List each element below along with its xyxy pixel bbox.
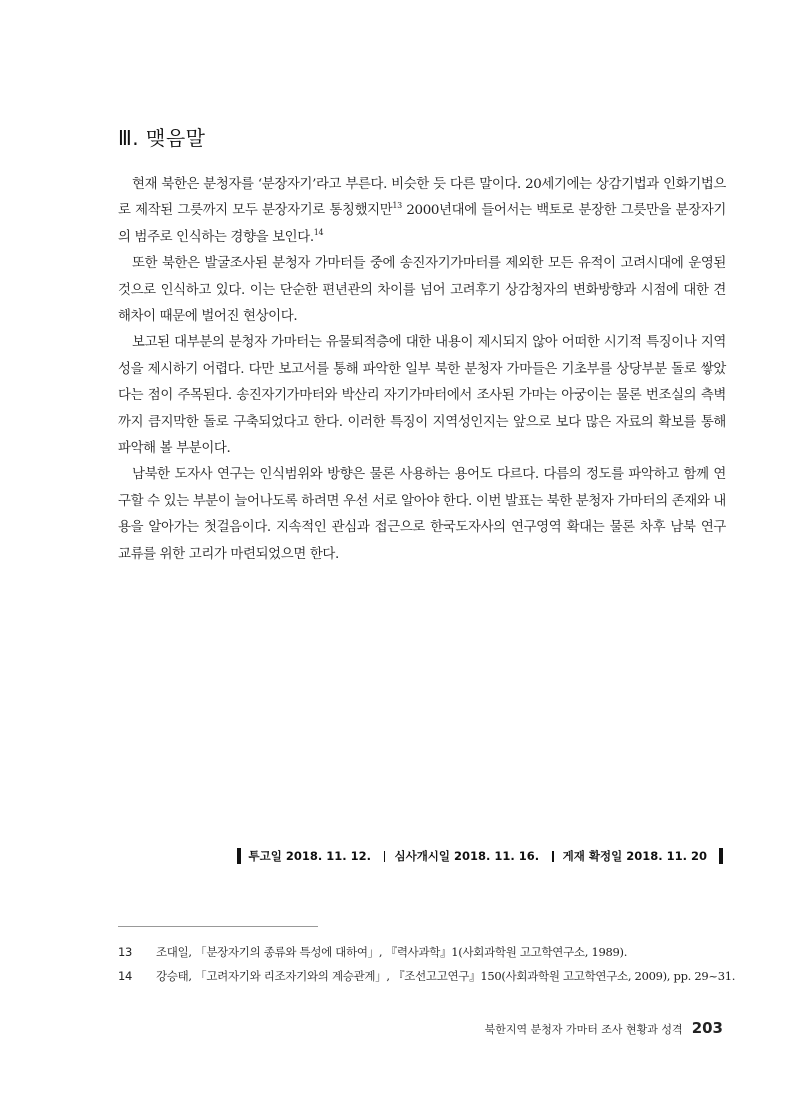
publication-dates [237, 848, 723, 864]
footnote-divider [118, 926, 318, 927]
paragraph-text: 2000년대에 들어서는 백토로 분장한 그릇만을 분장자기의 범주로 인식하는 경향을 보인다. [118, 203, 726, 245]
footnote-text: 강승태, 「고려자기와 리조자기와의 계승관계」, 『조선고고연구』150(사회과학원 고고학연구소, 2009), pp. 29~31. [156, 969, 736, 983]
paragraph [118, 462, 726, 568]
submitted-label: 투고일 [248, 849, 282, 863]
submitted-value: 2018. 11. 12. [285, 849, 371, 863]
footnote [118, 964, 758, 988]
running-footer [485, 1019, 723, 1037]
footnote-marker: 14 [313, 227, 324, 237]
paragraph [118, 330, 726, 462]
paragraph-text: 남북한 도자사 연구는 인식범위와 방향은 물론 사용하는 용어도 다르다. 다름의 정도를 파악하고 함께 연구할 수 있는 부분이 늘어나도록 하려면 우선 서로 알아야 한다. 이번 발표는 북한 분청자 가마터의 존재와 내용을 알아가는 첫걸음이다. 지속적인 관심과 접근으로 한국도자사의 연구영역 확대는 물론 차후 남북 연구 교류를 위한 고리가 마련되었으면 한다. [118, 467, 726, 562]
left-bar-mark [237, 848, 241, 864]
accepted-label: 게재 확정일 [562, 849, 623, 863]
footnote [118, 940, 758, 964]
footnote-text: 조대일, 「분장자기의 종류와 특성에 대하여」, 『력사과학』1(사회과학원 고고학연구소, 1989). [156, 945, 628, 959]
separator [384, 851, 386, 862]
footnotes [118, 940, 758, 988]
body-text [118, 172, 726, 568]
review-label: 심사개시일 [394, 849, 451, 863]
review-value: 2018. 11. 16. [454, 849, 540, 863]
accepted-date [563, 848, 711, 864]
review-date [394, 848, 543, 864]
paragraph [118, 251, 726, 330]
paragraph-text: 보고된 대부분의 분청자 가마터는 유물퇴적층에 대한 내용이 제시되지 않아 어떠한 시기적 특징이나 지역성을 제시하기 어렵다. 다만 보고서를 통해 파악한 일부 북한 분청자 가마들은 기초부를 상당부분 돌로 쌓았다는 점이 주목된다. 송진자기가마터와 박산리 자기가마터에서 조사된 가마는 아궁이는 물론 번조실의 측벽까지 큼지막한 돌로 구축되었다고 한다. 이러한 특징이 지역성인지는 앞으로 보다 많은 자료의 확보를 통해 파악해 볼 부분이다. [118, 335, 726, 457]
footnote-marker: 13 [392, 201, 402, 211]
section-heading: Ⅲ. 맺음말 [118, 126, 206, 150]
right-bar-mark [719, 848, 723, 864]
page-number: 203 [691, 1019, 723, 1037]
accepted-value: 2018. 11. 20 [626, 849, 707, 863]
paragraph [118, 172, 726, 251]
paragraph-text: 또한 북한은 발굴조사된 분청자 가마터들 중에 송진자기가마터를 제외한 모든 유적이 고려시대에 운영된 것으로 인식하고 있다. 이는 단순한 편년관의 차이를 넘어 고려후기 상감청자의 변화방향과 시점에 대한 견해차이 때문에 벌어진 현상이다. [118, 256, 726, 325]
running-title: 북한지역 분청자 가마터 조사 현황과 성격 [484, 1023, 683, 1036]
footnote-number: 14 [118, 969, 133, 983]
footnote-number: 13 [118, 945, 133, 959]
submitted-date [249, 848, 375, 864]
paragraph-text: 현재 북한은 분청자를 ‘분장자기’라고 부른다. 비슷한 듯 다른 말이다. 20세기에는 상감기법과 인화기법으로 제작된 그릇까지 모두 분장자기로 통칭했지만 [118, 177, 726, 219]
separator [552, 851, 554, 862]
